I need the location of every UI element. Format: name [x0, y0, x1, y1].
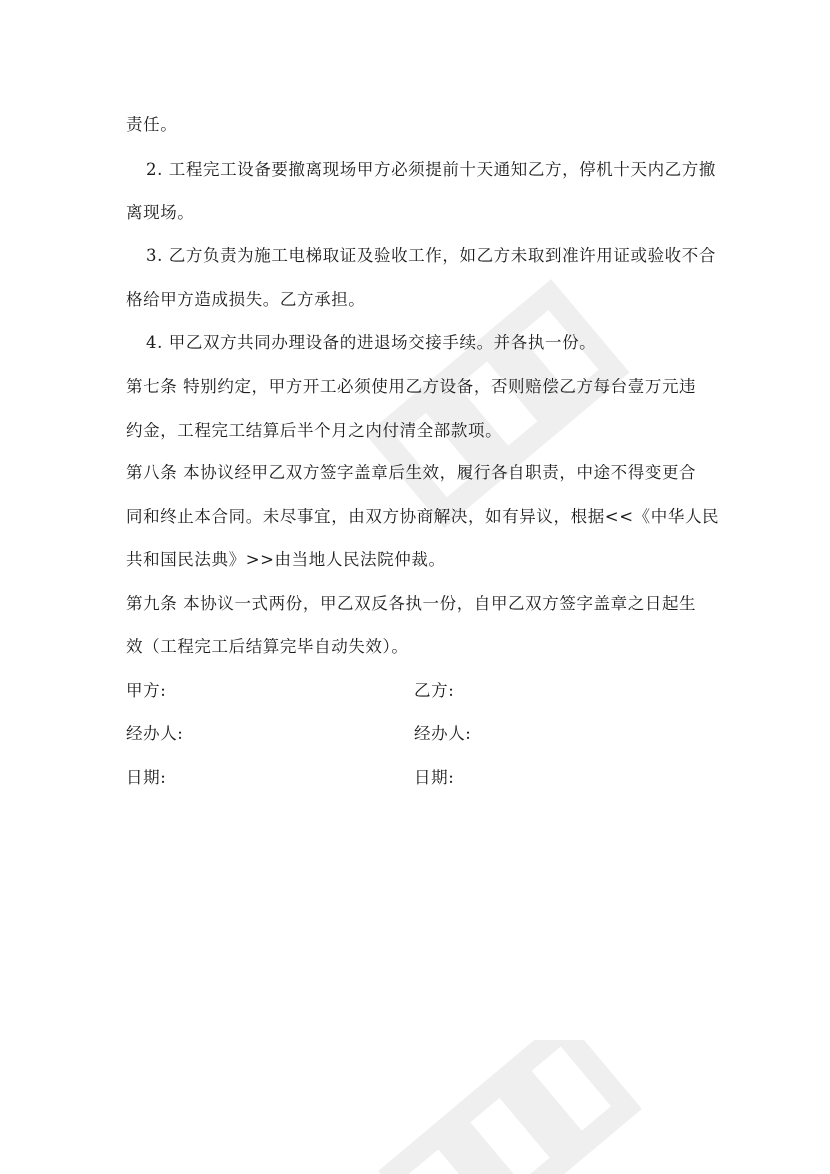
clause-item-4: 4. 甲乙双方共同办理设备的进退场交接手续。并各执一份。 — [146, 333, 597, 352]
date-b-label: 日期: — [414, 768, 455, 787]
party-a-label: 甲方: — [126, 681, 167, 700]
agent-b-label: 经办人: — [414, 724, 472, 743]
clause-item-2: 2. 工程完工设备要撤离现场甲方必须提前十天通知乙方，停机十天内乙方撤 — [146, 160, 716, 179]
text-line: 效（工程完工后结算完毕自动失效）。 — [126, 637, 409, 656]
text-line: 共和国民法典》>>由当地人民法院仲裁。 — [126, 550, 446, 569]
text-line: 约金，工程完工结算后半个月之内付清全部款项。 — [126, 421, 503, 440]
watermark-logo-bottom — [360, 1040, 660, 1174]
text-line: 同和终止本合同。未尽事宜，由双方协商解决，如有异议，根据<<《中华人民 — [126, 507, 720, 526]
date-a-label: 日期: — [126, 768, 167, 787]
article-8: 第八条 本协议经甲乙双方签字盖章后生效，履行各自职责，中途不得变更合 — [126, 463, 697, 482]
text-line: 责任。 — [126, 115, 178, 134]
clause-item-3: 3. 乙方负责为施工电梯取证及验收工作，如乙方未取到准许用证或验收不合 — [146, 246, 716, 265]
agent-a-label: 经办人: — [126, 724, 184, 743]
party-b-label: 乙方: — [414, 681, 455, 700]
article-7: 第七条 特别约定，甲方开工必须使用乙方设备，否则赔偿乙方每台壹万元违 — [126, 377, 697, 396]
text-line: 格给甲方造成损失。乙方承担。 — [126, 290, 366, 309]
text-line: 离现场。 — [126, 203, 195, 222]
article-9: 第九条 本协议一式两份，甲乙双反各执一份，自甲乙双方签字盖章之日起生 — [126, 594, 697, 613]
